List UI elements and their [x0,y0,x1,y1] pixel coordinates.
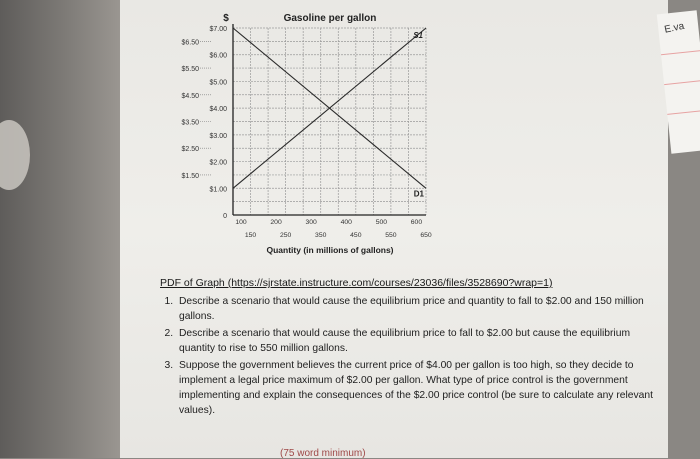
x-tick-label: 300 [305,219,317,226]
y-axis-label: $ [223,13,229,24]
y-tick-label: $6.50 [181,39,199,47]
x-tick-label: 400 [340,219,352,226]
y-tick-label: $4.00 [209,106,227,114]
question-item: 3. Suppose the government believes the current price of $4.00 per gallon is too high, so they decide to implement a legal price maximum of $2.00 per gallon. What type of price control is the government implementing and explain the consequences of the $2.00 price control (be sure to calculate any relevant values). [176,358,661,418]
question-list [158,294,661,420]
y-tick-label: $2.00 [209,159,227,167]
y-tick-label: $6.00 [209,52,227,60]
series-label-d1: D1 [413,189,424,199]
y-tick-label: $1.50 [181,172,199,180]
x-tick-label: 250 [279,232,292,239]
y-tick-label: $5.00 [209,79,227,87]
chart-title: Gasoline per gallon [283,13,377,24]
x-tick-label: 650 [420,232,432,239]
question-item: 2. Describe a scenario that would cause the equilibrium price to fall to $2.00 but cause the equilibrium quantity to rise to 550 million gallons. [176,326,661,356]
x-tick-label: 600 [410,219,423,226]
y-tick-label: $3.00 [209,132,227,140]
x-axis-label: Quantity (in millions of gallons) [266,245,394,255]
side-note: E.va [663,20,686,36]
y-tick-label: $1.00 [209,186,227,194]
x-tick-label: 450 [350,232,362,239]
pdf-of-graph-link[interactable]: PDF of Graph (https://sjrstate.instructure.com/courses/23036/files/3528690?wrap=1) [160,277,553,289]
x-tick-label: 200 [270,219,282,226]
y-tick-label: $4.50 [181,92,199,100]
y-tick-label: $5.50 [181,66,199,74]
x-tick-label: 500 [375,219,388,226]
gasoline-chart [120,0,668,280]
y-tick-label: $2.50 [181,146,199,154]
background-left-edge [0,0,120,458]
x-tick-label: 150 [244,232,257,239]
chart-svg [120,0,668,280]
y-tick-label: $3.50 [181,119,199,127]
question-item: 1. Describe a scenario that would cause the equilibrium price and quantity to fall to $2.00 and 150 million gallons. [176,294,661,324]
y-tick-label: $7.00 [209,26,227,33]
x-tick-label: 550 [385,232,397,239]
series-label-s1: S1 [413,31,423,40]
y-tick-label: 0 [223,213,227,220]
x-tick-label: 350 [315,232,327,239]
x-tick-label: 100 [235,219,247,226]
word-minimum-note: (75 word minimum) [280,448,366,459]
